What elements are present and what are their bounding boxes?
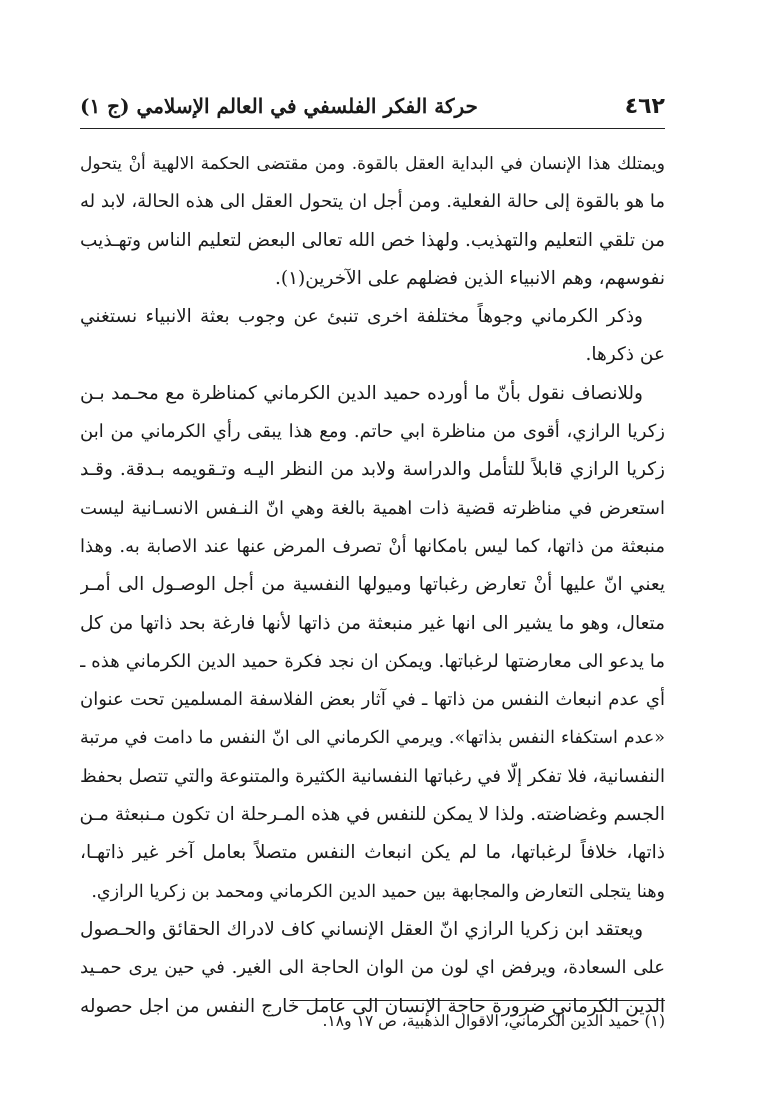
text-line: عن ذكرها. [585, 344, 665, 366]
text-line: ويمتلك هذا الإنسان في البداية العقل بالقوة. ومن مقتضى الحكمة الالهية أنْ يتحول [80, 154, 665, 174]
main-text [80, 145, 665, 1026]
text-line: نفوسهم، وهم الانبياء الذين فضلهم على الآخرين(١). [275, 267, 665, 289]
text-line: «عدم استكفاء النفس بذاتها». ويرمي الكرماني الى انّ النفس ما دامت في مرتبة [80, 728, 665, 749]
text-line: يعني انّ عليها أنْ تعارض رغباتها وميولها النفسية من أجل الوصـول الى أمـر [80, 574, 665, 596]
text-line: الدين الكرماني ضرورة حاجة الإنسان الى عامل خارج النفس من اجل حصوله [80, 995, 665, 1017]
text-line: ويعتقد ابن زكريا الرازي انّ العقل الإنساني كاف لادراك الحقائق والحـصول [80, 918, 643, 940]
text-line: متعال، وهو ما يشير الى انها غير منبعثة من ذاتها لأنها فارغة بحد ذاتها من كل [80, 612, 665, 634]
text-line: على السعادة، ويرفض اي لون من الوان الحاجة الى الغير. في حين يرى حمـيد [80, 957, 665, 979]
text-line: ما هو بالقوة إلى حالة الفعلية. ومن أجل ان يتحول العقل الى هذه الحالة، لابد له [80, 191, 665, 213]
text-line: وهنا يتجلى التعارض والمجابهة بين حميد الدين الكرماني ومحمد بن زكريا الرازي. [91, 881, 665, 902]
text-line: زكريا الرازي قابلاً للتأمل والدراسة ولابد من النظر اليـه وتـقويمه بـدقة. وقـد [80, 459, 665, 481]
text-line: منبعثة من ذاتها، كما ليس بامكانها أنْ تصرف المرض عنها عند الاصابة به. وهذا [80, 535, 665, 557]
text-line: ذاتها، خلافاً لرغباتها، ما لم يكن انبعاث النفس متصلاً بعامل آخر غير ذاتهـا، [80, 842, 665, 864]
footnote: (١) حميد الدين الكرماني، الاقوال الذهبية، ص ١٧ و١٨. [322, 1012, 665, 1030]
page-number: ٤٦٢ [624, 94, 665, 119]
text-line: الجسم وغضاضته. ولذا لا يمكن للنفس في هذه المـرحلة ان تكون مـنبعثة مـن [80, 804, 665, 826]
header-divider [80, 128, 665, 129]
running-header [80, 92, 665, 124]
text-line: من تلقي التعليم والتهذيب. ولهذا خص الله تعالى البعض لتعليم الناس وتهـذيب [80, 229, 665, 251]
text-line: استعرض في مناظرته قضية ذات اهمية بالغة وهي انّ النـفس الانسـانية ليست [80, 497, 665, 519]
text-line: وللانصاف نقول بأنّ ما أورده حميد الدين الكرماني كمناظرة مع محـمد بـن [80, 382, 643, 404]
text-line: وذكر الكرماني وجوهاً مختلفة اخرى تنبئ عن وجوب بعثة الانبياء نستغني [80, 306, 643, 328]
running-title: حركة الفكر الفلسفي في العالم الإسلامي (ج ١) [80, 94, 478, 118]
text-line: زكريا الرازي، أقوى من مناظرة ابي حاتم. ومع هذا يبقى رأي الكرماني من ابن [80, 421, 665, 443]
footnote-divider [290, 1000, 665, 1001]
text-line: ما يدعو الى معارضتها لرغباتها. ويمكن ان نجد فكرة حميد الدين الكرماني هذه ـ [80, 650, 665, 672]
text-line: أي عدم انبعاث النفس من ذاتها ـ في آثار بعض الفلاسفة المسلمين تحت عنوان [80, 689, 665, 711]
text-line: النفسانية، فلا تفكر إلّا في رغباتها النفسانية الكثيرة والمتنوعة والتي تتصل بحفظ [80, 765, 665, 787]
